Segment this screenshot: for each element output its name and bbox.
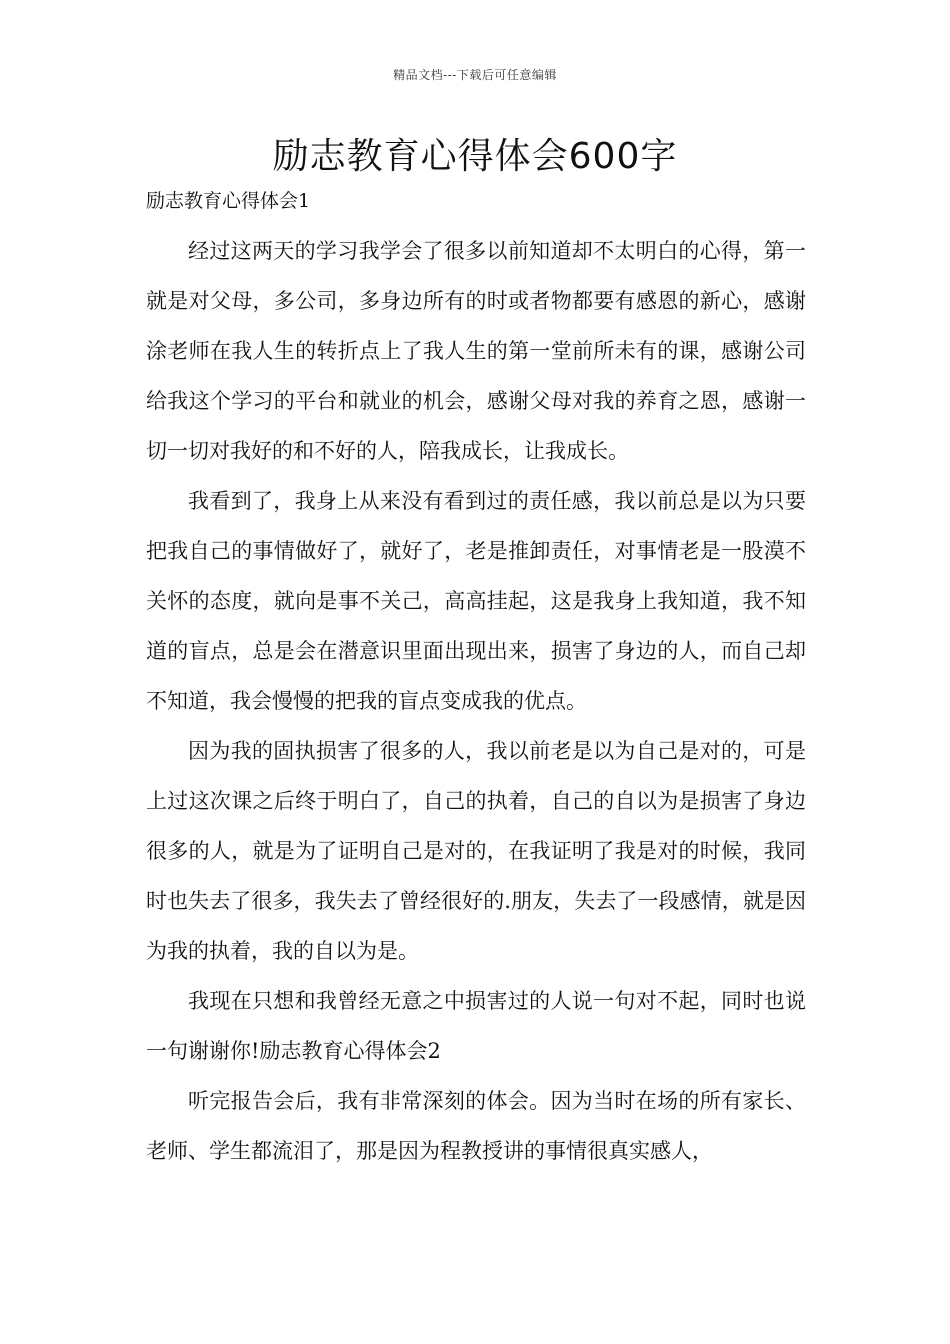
section-heading: 励志教育心得体会1 — [146, 190, 311, 212]
document-title: 励志教育心得体会600字 — [272, 136, 678, 177]
paragraph: 因为我的固执损害了很多的人，我以前老是以为自己是对的，可是上过这次课之后终于明白了，自己的执着，自己的自以为是损害了身边很多的人，就是为了证明自己是对的，在我证明了我是对的时候，我同时也失去了很多，我失去了曾经很好的.朋友，失去了一段感情，就是因为我的执着，我的自以为是。 — [146, 739, 806, 963]
paragraph: 我现在只想和我曾经无意之中损害过的人说一句对不起，同时也说一句谢谢你!励志教育心得体会2 — [146, 989, 806, 1063]
paragraph: 我看到了，我身上从来没有看到过的责任感，我以前总是以为只要把我自己的事情做好了，就好了，老是推卸责任，对事情老是一股漠不关怀的态度，就向是事不关己，高高挂起，这是我身上我知道，我不知道的盲点，总是会在潜意识里面出现出来，损害了身边的人，而自己却不知道，我会慢慢的把我的盲点变成我的优点。 — [146, 489, 806, 713]
header-note: 精品文档---下载后可任意编辑 — [393, 68, 557, 82]
body-text — [146, 226, 806, 1176]
paragraph: 经过这两天的学习我学会了很多以前知道却不太明白的心得，第一就是对父母，多公司，多身边所有的时或者物都要有感恩的新心，感谢涂老师在我人生的转折点上了我人生的第一堂前所未有的课，感谢公司给我这个学习的平台和就业的机会，感谢父母对我的养育之恩，感谢一切一切对我好的和不好的人，陪我成长，让我成长。 — [146, 239, 806, 463]
paragraph: 听完报告会后，我有非常深刻的体会。因为当时在场的所有家长、老师、学生都流泪了，那是因为程教授讲的事情很真实感人， — [146, 1089, 806, 1163]
